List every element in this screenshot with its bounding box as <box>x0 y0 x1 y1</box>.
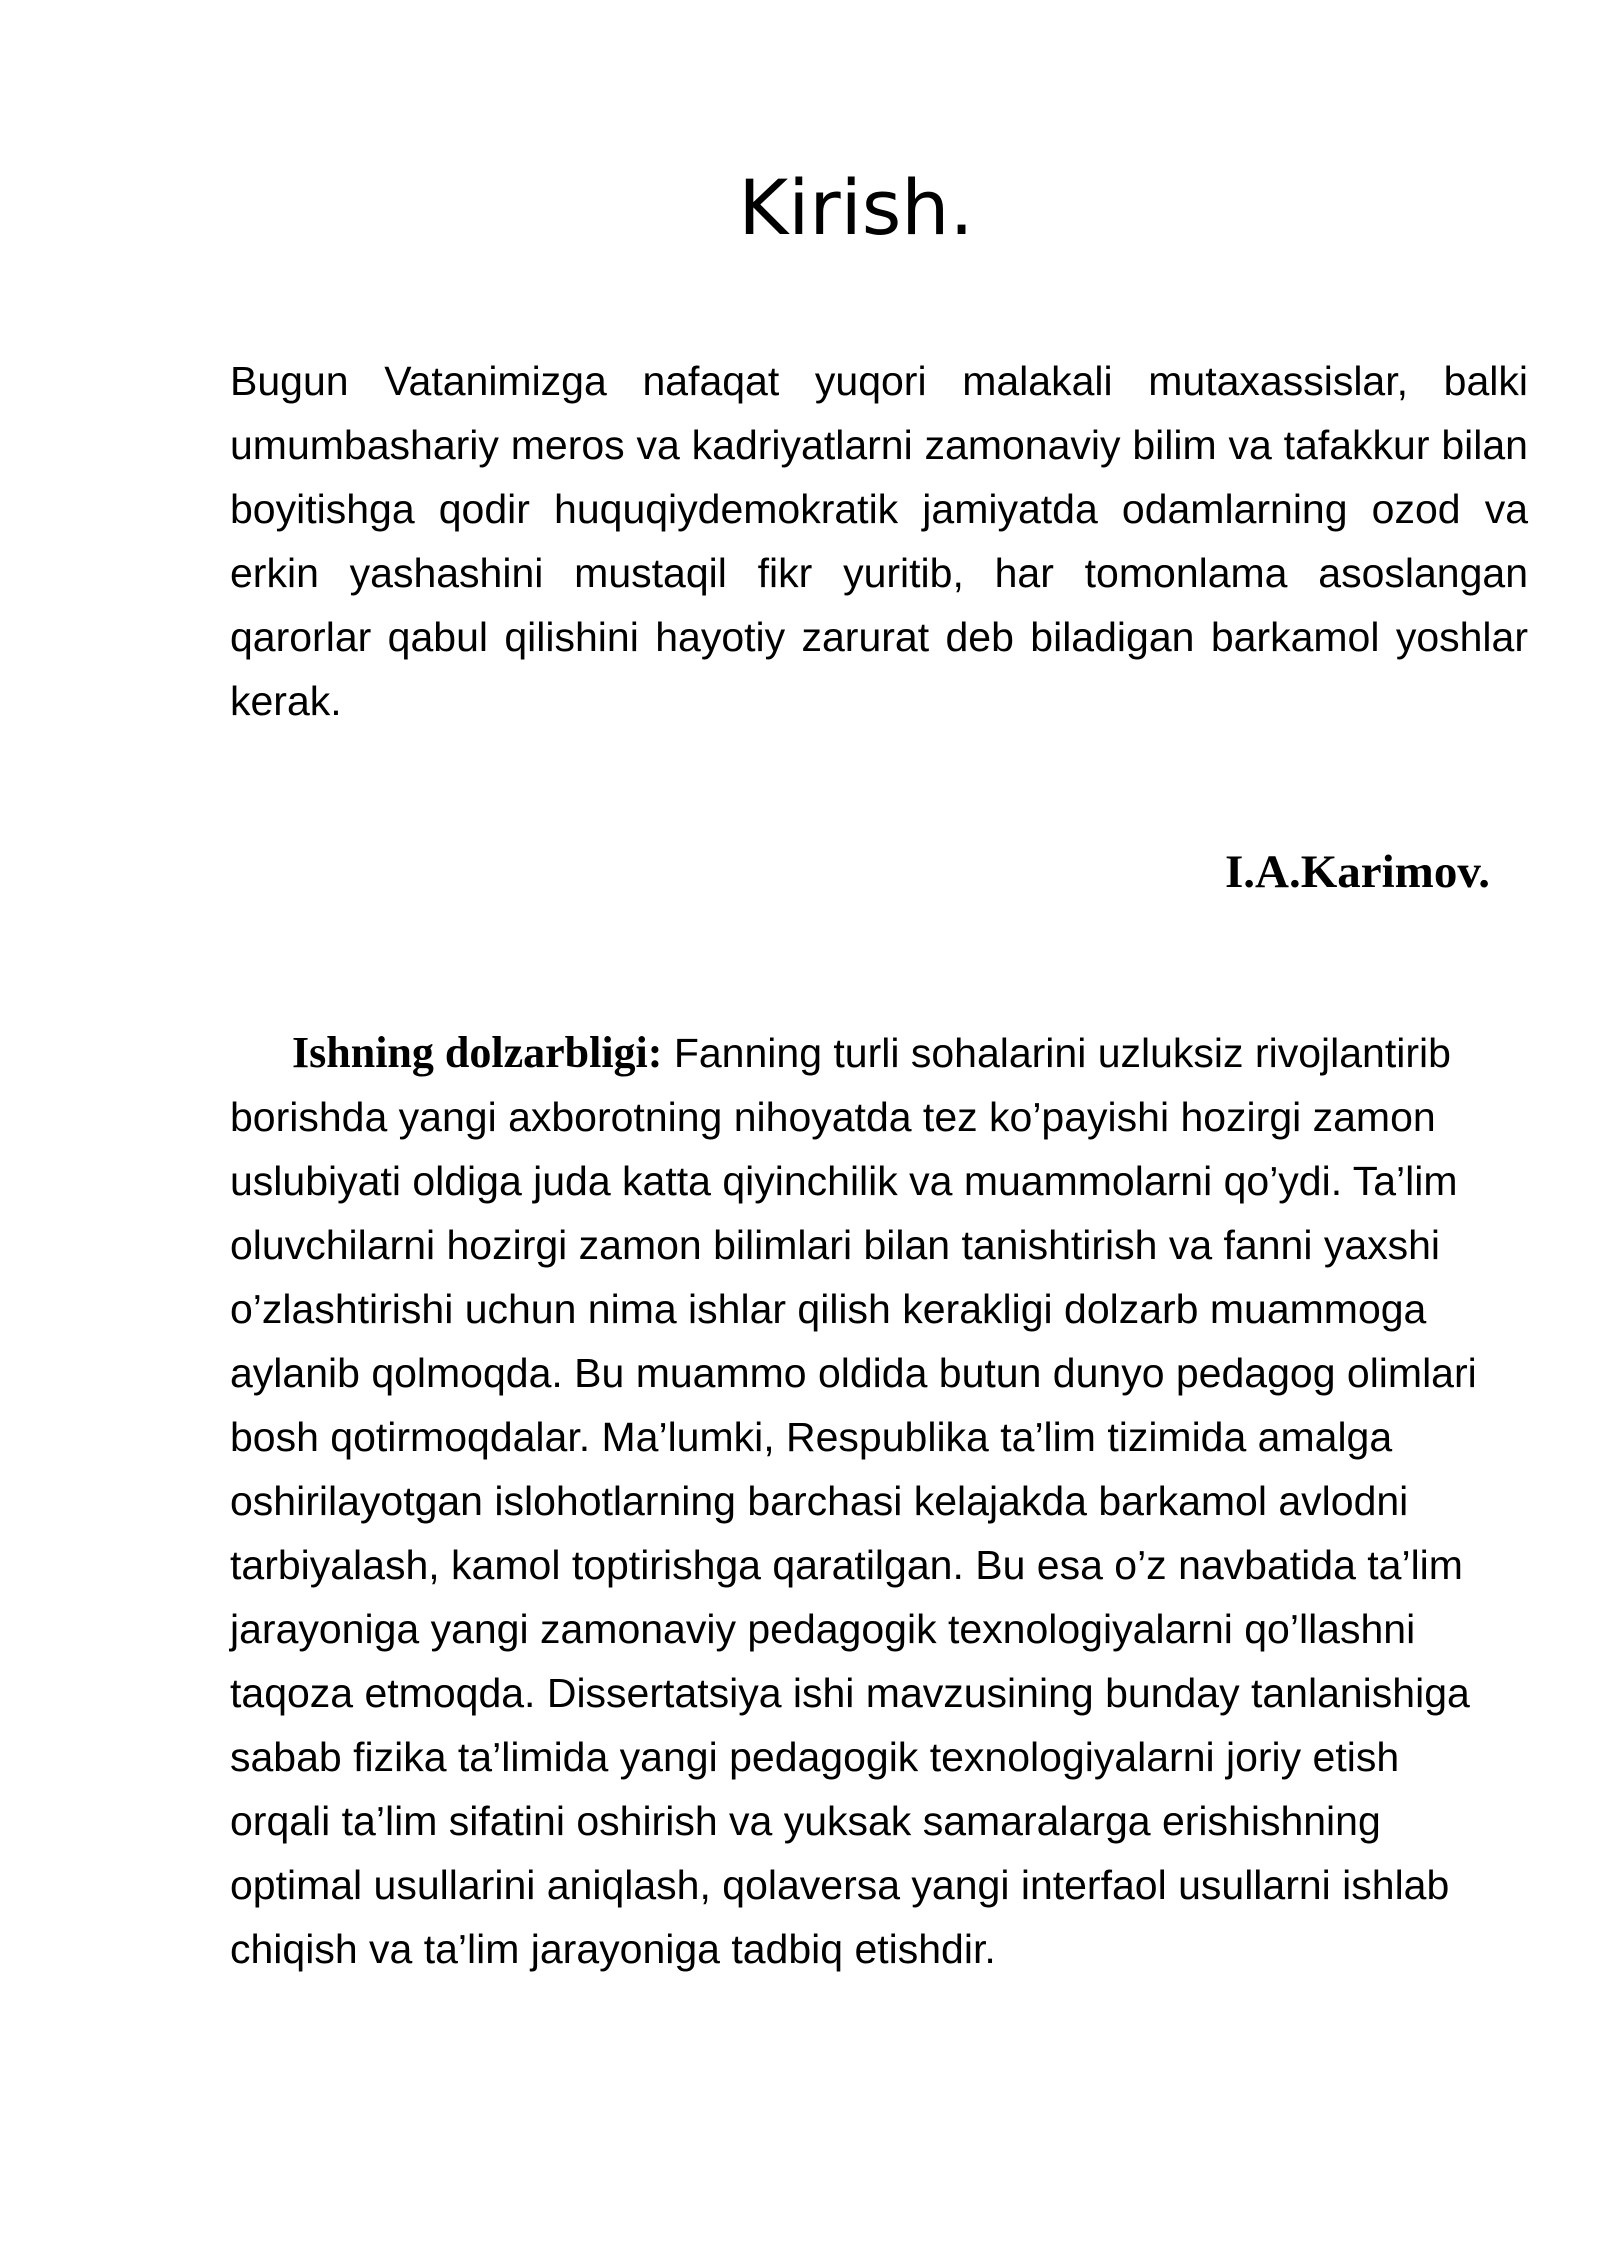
section-paragraph <box>230 1021 1500 1981</box>
page-title: Kirish. <box>738 163 974 252</box>
epigraph-author: I.A.Karimov. <box>1224 846 1490 898</box>
section-body-text: Fanning turli sohalarini uzluksiz rivojlantirib borishda yangi axborotning nihoyatda tez ko’payishi hozirgi zamon uslubiyati oldiga juda katta qiyinchilik va muammolarni qo’ydi. Ta’lim oluvchilarni hozirgi zamon bilimlari bilan tanishtirish va fanni yaxshi o’zlashtirishi uchun nima ishlar qilish kerakligi dolzarb muammoga aylanib qolmoqda. Bu muammo oldida butun dunyo pedagog olimlari bosh qotirmoqdalar. Ma’lumki, Respublika ta’lim tizimida amalga oshirilayotgan islohotlarning barchasi kelajakda barkamol avlodni tarbiyalash, kamol toptirishga qaratilgan. Bu esa o’z navbatida ta’lim jarayoniga yangi zamonaviy pedagogik texnologiyalarni qo’llashni taqoza etmoqda. Dissertatsiya ishi mavzusining bunday tanlanishiga sabab fizika ta’limida yangi pedagogik texnologiyalarni joriy etish orqali ta’lim sifatini oshirish va yuksak samaralarga erishishning optimal usullarini aniqlash, qolaversa yangi interfaol usullarni ishlab chiqish va ta’lim jarayoniga tadbiq etishdir. <box>230 1030 1477 1972</box>
section-lead-heading: Ishning dolzarbligi: <box>292 1028 663 1077</box>
epigraph-quote: Bugun Vatanimizga nafaqat yuqori malakali mutaxassislar, balki umumbashariy meros va kadriyatlarni zamonaviy bilim va tafakkur bilan boyitishga qodir huquqiydemokratik jamiyatda odamlarning ozod va erkin yashashini mustaqil fikr yuritib, har tomonlama asoslangan qarorlar qabul qilishini hayotiy zarurat deb biladigan barkamol yoshlar kerak. <box>230 358 1528 724</box>
